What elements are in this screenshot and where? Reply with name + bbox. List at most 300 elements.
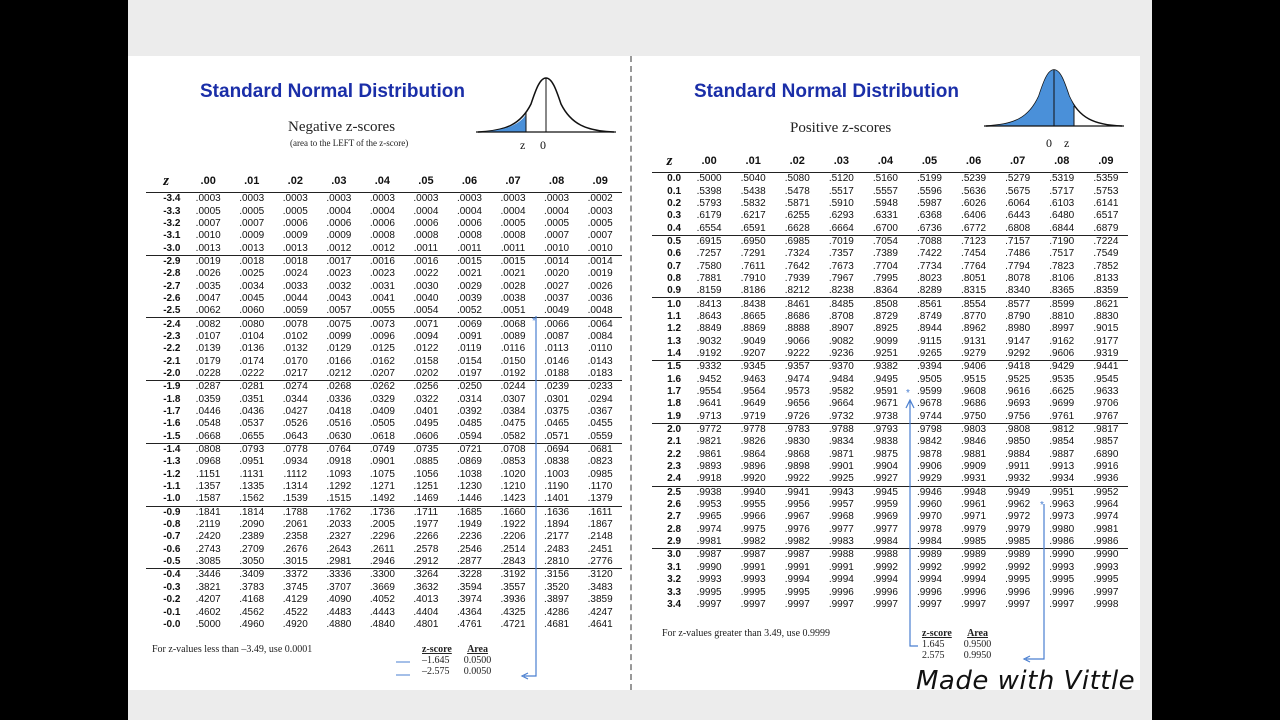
probability-cell: .0129	[326, 343, 352, 355]
probability-cell: .9049	[740, 335, 766, 347]
probability-cell: .9987	[731, 549, 775, 562]
probability-cell: .2546	[456, 543, 482, 555]
probability-cell: .1762	[317, 506, 361, 519]
probability-cell: .0968	[195, 456, 221, 468]
probability-cell: .0048	[587, 305, 613, 317]
probability-cell: .5596	[916, 185, 942, 197]
probability-cell: .4801	[413, 618, 439, 630]
z-value-cell: -3.1	[163, 230, 181, 242]
probability-cell: .0314	[456, 393, 482, 405]
probability-cell: .0026	[587, 280, 613, 292]
probability-cell: .9957	[828, 499, 854, 511]
probability-cell: .0005	[587, 217, 613, 229]
probability-cell: .0004	[326, 205, 352, 217]
probability-cell: .9976	[784, 523, 810, 535]
probability-cell: .0158	[413, 355, 439, 367]
probability-cell: .2810	[544, 556, 570, 568]
probability-cell: .3745	[282, 581, 308, 593]
probability-cell: .9941	[775, 486, 819, 499]
probability-cell: .9993	[1093, 561, 1119, 573]
probability-cell: .2709	[239, 543, 265, 555]
probability-cell: .6064	[1005, 197, 1031, 209]
probability-cell: .4761	[456, 618, 482, 630]
probability-cell: .9956	[784, 499, 810, 511]
probability-cell: .8599	[1040, 298, 1084, 311]
probability-cell: .7357	[828, 248, 854, 260]
z-value-cell: 1.4	[667, 347, 682, 359]
table-row	[652, 298, 1128, 311]
probability-cell: .2611	[370, 543, 395, 555]
probability-cell: .0132	[282, 343, 308, 355]
probability-cell: .1210	[500, 481, 526, 493]
probability-cell: .9986	[1049, 536, 1075, 548]
probability-cell: .0030	[413, 280, 439, 292]
probability-cell: .0122	[413, 343, 439, 355]
column-header: .02	[274, 170, 318, 193]
probability-cell: .8888	[784, 323, 810, 335]
table-row	[146, 343, 622, 355]
probability-cell: .8925	[872, 323, 898, 335]
probability-cell: .9936	[1093, 473, 1119, 485]
probability-cell: .0485	[456, 418, 482, 430]
probability-cell: .9969	[872, 511, 898, 523]
probability-cell: .9901	[828, 461, 854, 473]
probability-cell: .9997	[916, 598, 942, 610]
probability-cell: .9842	[916, 436, 942, 448]
probability-cell: .0256	[404, 381, 448, 394]
probability-cell: .0162	[369, 355, 395, 367]
probability-cell: .0011	[457, 242, 482, 254]
probability-cell: .0418	[326, 406, 352, 418]
probability-cell: .0040	[413, 292, 439, 304]
mini-area-2: 0.9950	[963, 650, 992, 661]
probability-cell: .4364	[456, 606, 482, 618]
probability-cell: .0082	[186, 318, 230, 331]
z-value-cell: 1.2	[667, 323, 682, 335]
probability-cell: .1977	[413, 519, 439, 531]
mini-z-1: 1.645	[922, 639, 945, 650]
probability-cell: .0038	[500, 292, 526, 304]
probability-cell: .9904	[872, 461, 898, 473]
z-value-cell: 0.9	[667, 285, 682, 297]
probability-cell: .0031	[369, 280, 395, 292]
z-value-cell: -1.6	[163, 418, 181, 430]
probability-cell: .8944	[916, 323, 942, 335]
probability-cell: .2981	[326, 556, 352, 568]
probability-cell: .0041	[369, 292, 395, 304]
probability-cell: .8289	[916, 285, 942, 297]
probability-cell: .1469	[413, 493, 439, 505]
probability-cell: .9981	[1093, 523, 1119, 535]
probability-cell: .6517	[1093, 210, 1119, 222]
probability-cell: .4880	[326, 618, 352, 630]
probability-cell: .9564	[740, 386, 766, 398]
probability-cell: .8830	[1093, 310, 1119, 322]
positive-bell-curve-icon	[984, 66, 1124, 130]
probability-cell: .0007	[544, 230, 570, 242]
probability-cell: .2483	[544, 543, 570, 555]
probability-cell: .9131	[961, 335, 987, 347]
table-row	[146, 205, 622, 217]
probability-cell: .0094	[413, 330, 439, 342]
probability-cell: .6808	[1005, 222, 1031, 234]
probability-cell: .0239	[535, 381, 579, 394]
probability-cell: .7088	[907, 235, 951, 248]
probability-cell: .9979	[1005, 523, 1031, 535]
probability-cell: .9850	[1005, 436, 1031, 448]
probability-cell: .3015	[282, 556, 308, 568]
probability-cell: .0017	[317, 255, 361, 268]
z-value-cell: -2.9	[146, 255, 186, 268]
positive-z-table	[652, 150, 1128, 611]
probability-cell: .8849	[696, 323, 722, 335]
probability-cell: .0051	[500, 305, 526, 317]
probability-cell: .9207	[740, 347, 766, 359]
table-row	[652, 586, 1128, 598]
probability-cell: .0116	[500, 343, 526, 355]
probability-cell: .7881	[696, 272, 722, 284]
z-value-cell: 0.0	[667, 173, 682, 185]
probability-cell: .0006	[413, 217, 439, 229]
probability-cell: .5040	[740, 173, 766, 185]
probability-cell: .0853	[500, 456, 526, 468]
probability-cell: .9382	[863, 361, 907, 374]
probability-cell: .0139	[195, 343, 221, 355]
z-value-cell: -2.1	[163, 355, 181, 367]
table-row	[652, 260, 1128, 272]
probability-cell: .4562	[239, 606, 265, 618]
table-row	[652, 499, 1128, 511]
probability-cell: .6950	[731, 235, 775, 248]
probability-cell: .9943	[819, 486, 863, 499]
probability-cell: .0020	[544, 268, 570, 280]
probability-cell: .7939	[784, 272, 810, 284]
probability-cell: .0359	[195, 393, 221, 405]
probability-cell: .0003	[195, 193, 221, 205]
probability-cell: .9699	[1049, 398, 1075, 410]
probability-cell: .9995	[1005, 574, 1031, 586]
probability-cell: .1867	[587, 519, 613, 531]
probability-cell: .5239	[961, 173, 987, 185]
probability-cell: .5120	[828, 173, 854, 185]
probability-cell: .1230	[456, 481, 482, 493]
probability-cell: .4483	[326, 606, 352, 618]
probability-cell: .9545	[1093, 373, 1119, 385]
probability-cell: .8461	[775, 298, 819, 311]
column-header: .07	[996, 150, 1040, 173]
probability-cell: .0005	[239, 205, 265, 217]
probability-cell: .9265	[916, 347, 942, 359]
z-value-cell: 0.7	[667, 260, 682, 272]
mini-header-zscore: z-score	[922, 628, 952, 639]
probability-cell: .9911	[1005, 461, 1030, 473]
probability-cell: .0003	[456, 193, 482, 205]
probability-cell: .8810	[1049, 310, 1075, 322]
probability-cell: .3050	[239, 556, 265, 568]
negative-bell-curve-icon	[476, 74, 616, 136]
probability-cell: .6844	[1049, 222, 1075, 234]
probability-cell: .0838	[544, 456, 570, 468]
probability-cell: .0409	[369, 406, 395, 418]
probability-cell: .9995	[784, 586, 810, 598]
probability-cell: .1131	[239, 468, 264, 480]
column-header: .07	[491, 170, 535, 193]
table-row	[146, 268, 622, 280]
probability-cell: .9788	[819, 423, 863, 436]
probability-cell: .1894	[544, 519, 570, 531]
probability-cell: .0143	[587, 355, 613, 367]
probability-cell: .0681	[578, 443, 622, 456]
probability-cell: .9406	[952, 361, 996, 374]
probability-cell: .3669	[369, 581, 395, 593]
probability-cell: .9932	[1005, 473, 1031, 485]
probability-cell: .9962	[1005, 499, 1031, 511]
probability-cell: .9985	[961, 536, 987, 548]
probability-cell: .0735	[404, 443, 448, 456]
mini-header-area: Area	[467, 644, 488, 655]
probability-cell: .9982	[740, 536, 766, 548]
table-row	[146, 368, 622, 381]
probability-cell: .0006	[456, 217, 482, 229]
probability-cell: .9961	[961, 499, 987, 511]
probability-cell: .0034	[239, 280, 265, 292]
probability-cell: .0233	[578, 381, 622, 394]
probability-cell: .9812	[1040, 423, 1084, 436]
probability-cell: .9429	[1040, 361, 1084, 374]
mini-z-2: –2.575	[422, 666, 450, 677]
probability-cell: .9236	[828, 347, 854, 359]
probability-cell: .8159	[696, 285, 722, 297]
probability-cell: .8708	[828, 310, 854, 322]
probability-cell: .6141	[1093, 197, 1119, 209]
probability-cell: .9970	[916, 511, 942, 523]
table-row	[146, 556, 622, 569]
probability-cell: .7910	[740, 272, 766, 284]
probability-cell: .8643	[696, 310, 722, 322]
probability-cell: .0125	[369, 343, 395, 355]
probability-cell: .0023	[326, 268, 352, 280]
probability-cell: .8238	[828, 285, 854, 297]
probability-cell: .6915	[687, 235, 731, 248]
probability-cell: .0202	[413, 367, 439, 379]
probability-cell: .0154	[456, 355, 482, 367]
probability-cell: .5832	[740, 197, 766, 209]
probability-cell: .0045	[239, 292, 265, 304]
probability-cell: .9945	[863, 486, 907, 499]
probability-cell: .9474	[784, 373, 810, 385]
z-column-header: z	[146, 170, 186, 193]
probability-cell: .8106	[1049, 272, 1075, 284]
probability-cell: .0207	[369, 367, 395, 379]
z-value-cell: 2.1	[667, 436, 682, 448]
probability-cell: .9979	[961, 523, 987, 535]
probability-cell: .0110	[588, 343, 613, 355]
table-row	[146, 431, 622, 444]
probability-cell: .9993	[1049, 561, 1075, 573]
probability-cell: .0024	[282, 268, 308, 280]
probability-cell: .0008	[413, 230, 439, 242]
z-value-cell: 1.7	[667, 386, 682, 398]
probability-cell: .4286	[544, 606, 570, 618]
probability-cell: .0934	[282, 456, 308, 468]
probability-cell: .9997	[740, 598, 766, 610]
z-table-sheet	[128, 56, 1140, 690]
table-row	[652, 386, 1128, 398]
probability-cell: .9964	[1093, 499, 1119, 511]
probability-cell: .8554	[952, 298, 996, 311]
table-row	[652, 348, 1128, 361]
probability-cell: .0018	[274, 255, 318, 268]
table-row	[652, 461, 1128, 473]
probability-cell: .0025	[239, 268, 265, 280]
svg-text:*: *	[906, 388, 910, 399]
probability-cell: .2327	[326, 531, 352, 543]
probability-cell: .1423	[500, 493, 526, 505]
probability-cell: .7486	[1005, 248, 1031, 260]
probability-cell: .9991	[740, 561, 766, 573]
column-header: .01	[731, 150, 775, 173]
probability-cell: .9959	[872, 499, 898, 511]
probability-cell: .0029	[456, 280, 482, 292]
probability-cell: .0019	[587, 268, 613, 280]
probability-cell: .0294	[587, 393, 613, 405]
probability-cell: .0008	[369, 230, 395, 242]
probability-cell: .9778	[731, 423, 775, 436]
probability-cell: .9995	[1093, 574, 1119, 586]
probability-cell: .0808	[186, 443, 230, 456]
probability-cell: .0060	[239, 305, 265, 317]
z-value-cell: 2.7	[667, 511, 682, 523]
table-row	[652, 473, 1128, 486]
probability-cell: .0002	[587, 193, 613, 205]
curve-label-0: 0	[1046, 136, 1052, 150]
probability-cell: .0008	[456, 230, 482, 242]
probability-cell: .1271	[369, 481, 395, 493]
table-row	[146, 293, 622, 305]
probability-cell: .0166	[326, 355, 352, 367]
z-value-cell: 0.4	[667, 222, 682, 234]
probability-cell: .3336	[317, 569, 361, 582]
probability-cell: .2843	[500, 556, 526, 568]
table-row	[652, 511, 1128, 523]
column-header: .09	[1084, 150, 1128, 173]
probability-cell: .1446	[456, 493, 482, 505]
probability-cell: .1251	[413, 481, 439, 493]
probability-cell: .9960	[916, 499, 942, 511]
probability-cell: .1112	[283, 468, 308, 480]
probability-cell: .2119	[196, 519, 221, 531]
probability-cell: .2451	[587, 543, 613, 555]
probability-cell: .1190	[544, 481, 569, 493]
probability-cell: .2358	[282, 531, 308, 543]
probability-cell: .9582	[828, 386, 854, 398]
probability-cell: .0009	[239, 230, 265, 242]
probability-cell: .1788	[274, 506, 318, 519]
probability-cell: .0301	[544, 393, 570, 405]
probability-cell: .9554	[696, 386, 722, 398]
z-value-cell: 1.9	[667, 410, 682, 422]
negative-z-table	[146, 170, 622, 631]
probability-cell: .0618	[369, 430, 395, 442]
probability-cell: .1539	[282, 493, 308, 505]
probability-cell: .0119	[457, 343, 482, 355]
probability-cell: .9996	[872, 586, 898, 598]
probability-cell: .1922	[500, 519, 526, 531]
z-value-cell: -1.9	[146, 381, 186, 394]
probability-cell: .5319	[1049, 173, 1075, 185]
positive-footnote: For z-values greater than 3.49, use 0.9999	[662, 628, 831, 639]
probability-cell: .7764	[961, 260, 987, 272]
probability-cell: .9997	[828, 598, 854, 610]
probability-cell: .8665	[740, 310, 766, 322]
probability-cell: .1636	[535, 506, 579, 519]
table-row	[652, 361, 1128, 374]
probability-cell: .7190	[1040, 235, 1084, 248]
probability-cell: .9656	[784, 398, 810, 410]
table-row	[652, 524, 1128, 536]
probability-cell: .6628	[784, 222, 810, 234]
probability-cell: .0262	[361, 381, 405, 394]
probability-cell: .9744	[916, 410, 942, 422]
probability-cell: .0016	[361, 255, 405, 268]
probability-cell: .0004	[413, 205, 439, 217]
table-row	[146, 193, 622, 206]
probability-cell: .9992	[1005, 561, 1031, 573]
probability-cell: .9989	[907, 549, 951, 562]
probability-cell: .9767	[1093, 410, 1119, 422]
probability-cell: .0064	[578, 318, 622, 331]
probability-cell: .0013	[195, 242, 221, 254]
probability-cell: .0287	[186, 381, 230, 394]
probability-cell: .8359	[1093, 285, 1119, 297]
probability-cell: .3936	[500, 594, 526, 606]
probability-cell: .9994	[828, 574, 854, 586]
probability-cell: .2676	[282, 543, 308, 555]
probability-cell: .9884	[1005, 448, 1031, 460]
probability-cell: .9279	[961, 347, 987, 359]
probability-cell: .7157	[996, 235, 1040, 248]
probability-cell: .2206	[500, 531, 526, 543]
probability-cell: .9977	[828, 523, 854, 535]
probability-cell: .9977	[872, 523, 898, 535]
probability-cell: .9963	[1049, 499, 1075, 511]
z-value-cell: 3.3	[667, 586, 682, 598]
probability-cell: .5398	[696, 185, 722, 197]
probability-cell: .0228	[195, 367, 221, 379]
negative-mini-table	[416, 644, 497, 677]
probability-cell: .9984	[872, 536, 898, 548]
z-value-cell: 3.2	[667, 574, 682, 586]
table-row	[146, 305, 622, 318]
curve-label-z: z	[1064, 136, 1070, 150]
probability-cell: .9972	[1005, 511, 1031, 523]
z-value-cell: 0.3	[667, 210, 682, 222]
mini-area-1: 0.0500	[463, 655, 492, 666]
column-header: .01	[230, 170, 274, 193]
probability-cell: .9949	[996, 486, 1040, 499]
mini-header-zscore: z-score	[422, 644, 452, 655]
probability-cell: .9319	[1093, 347, 1119, 359]
z-value-cell: -2.0	[163, 367, 181, 379]
probability-cell: .9994	[961, 574, 987, 586]
probability-cell: .9846	[961, 436, 987, 448]
probability-cell: .9761	[1049, 410, 1075, 422]
probability-cell: .8621	[1084, 298, 1128, 311]
probability-cell: .9989	[952, 549, 996, 562]
probability-cell: .0036	[587, 292, 613, 304]
probability-cell: .9996	[828, 586, 854, 598]
probability-cell: .0003	[369, 193, 395, 205]
